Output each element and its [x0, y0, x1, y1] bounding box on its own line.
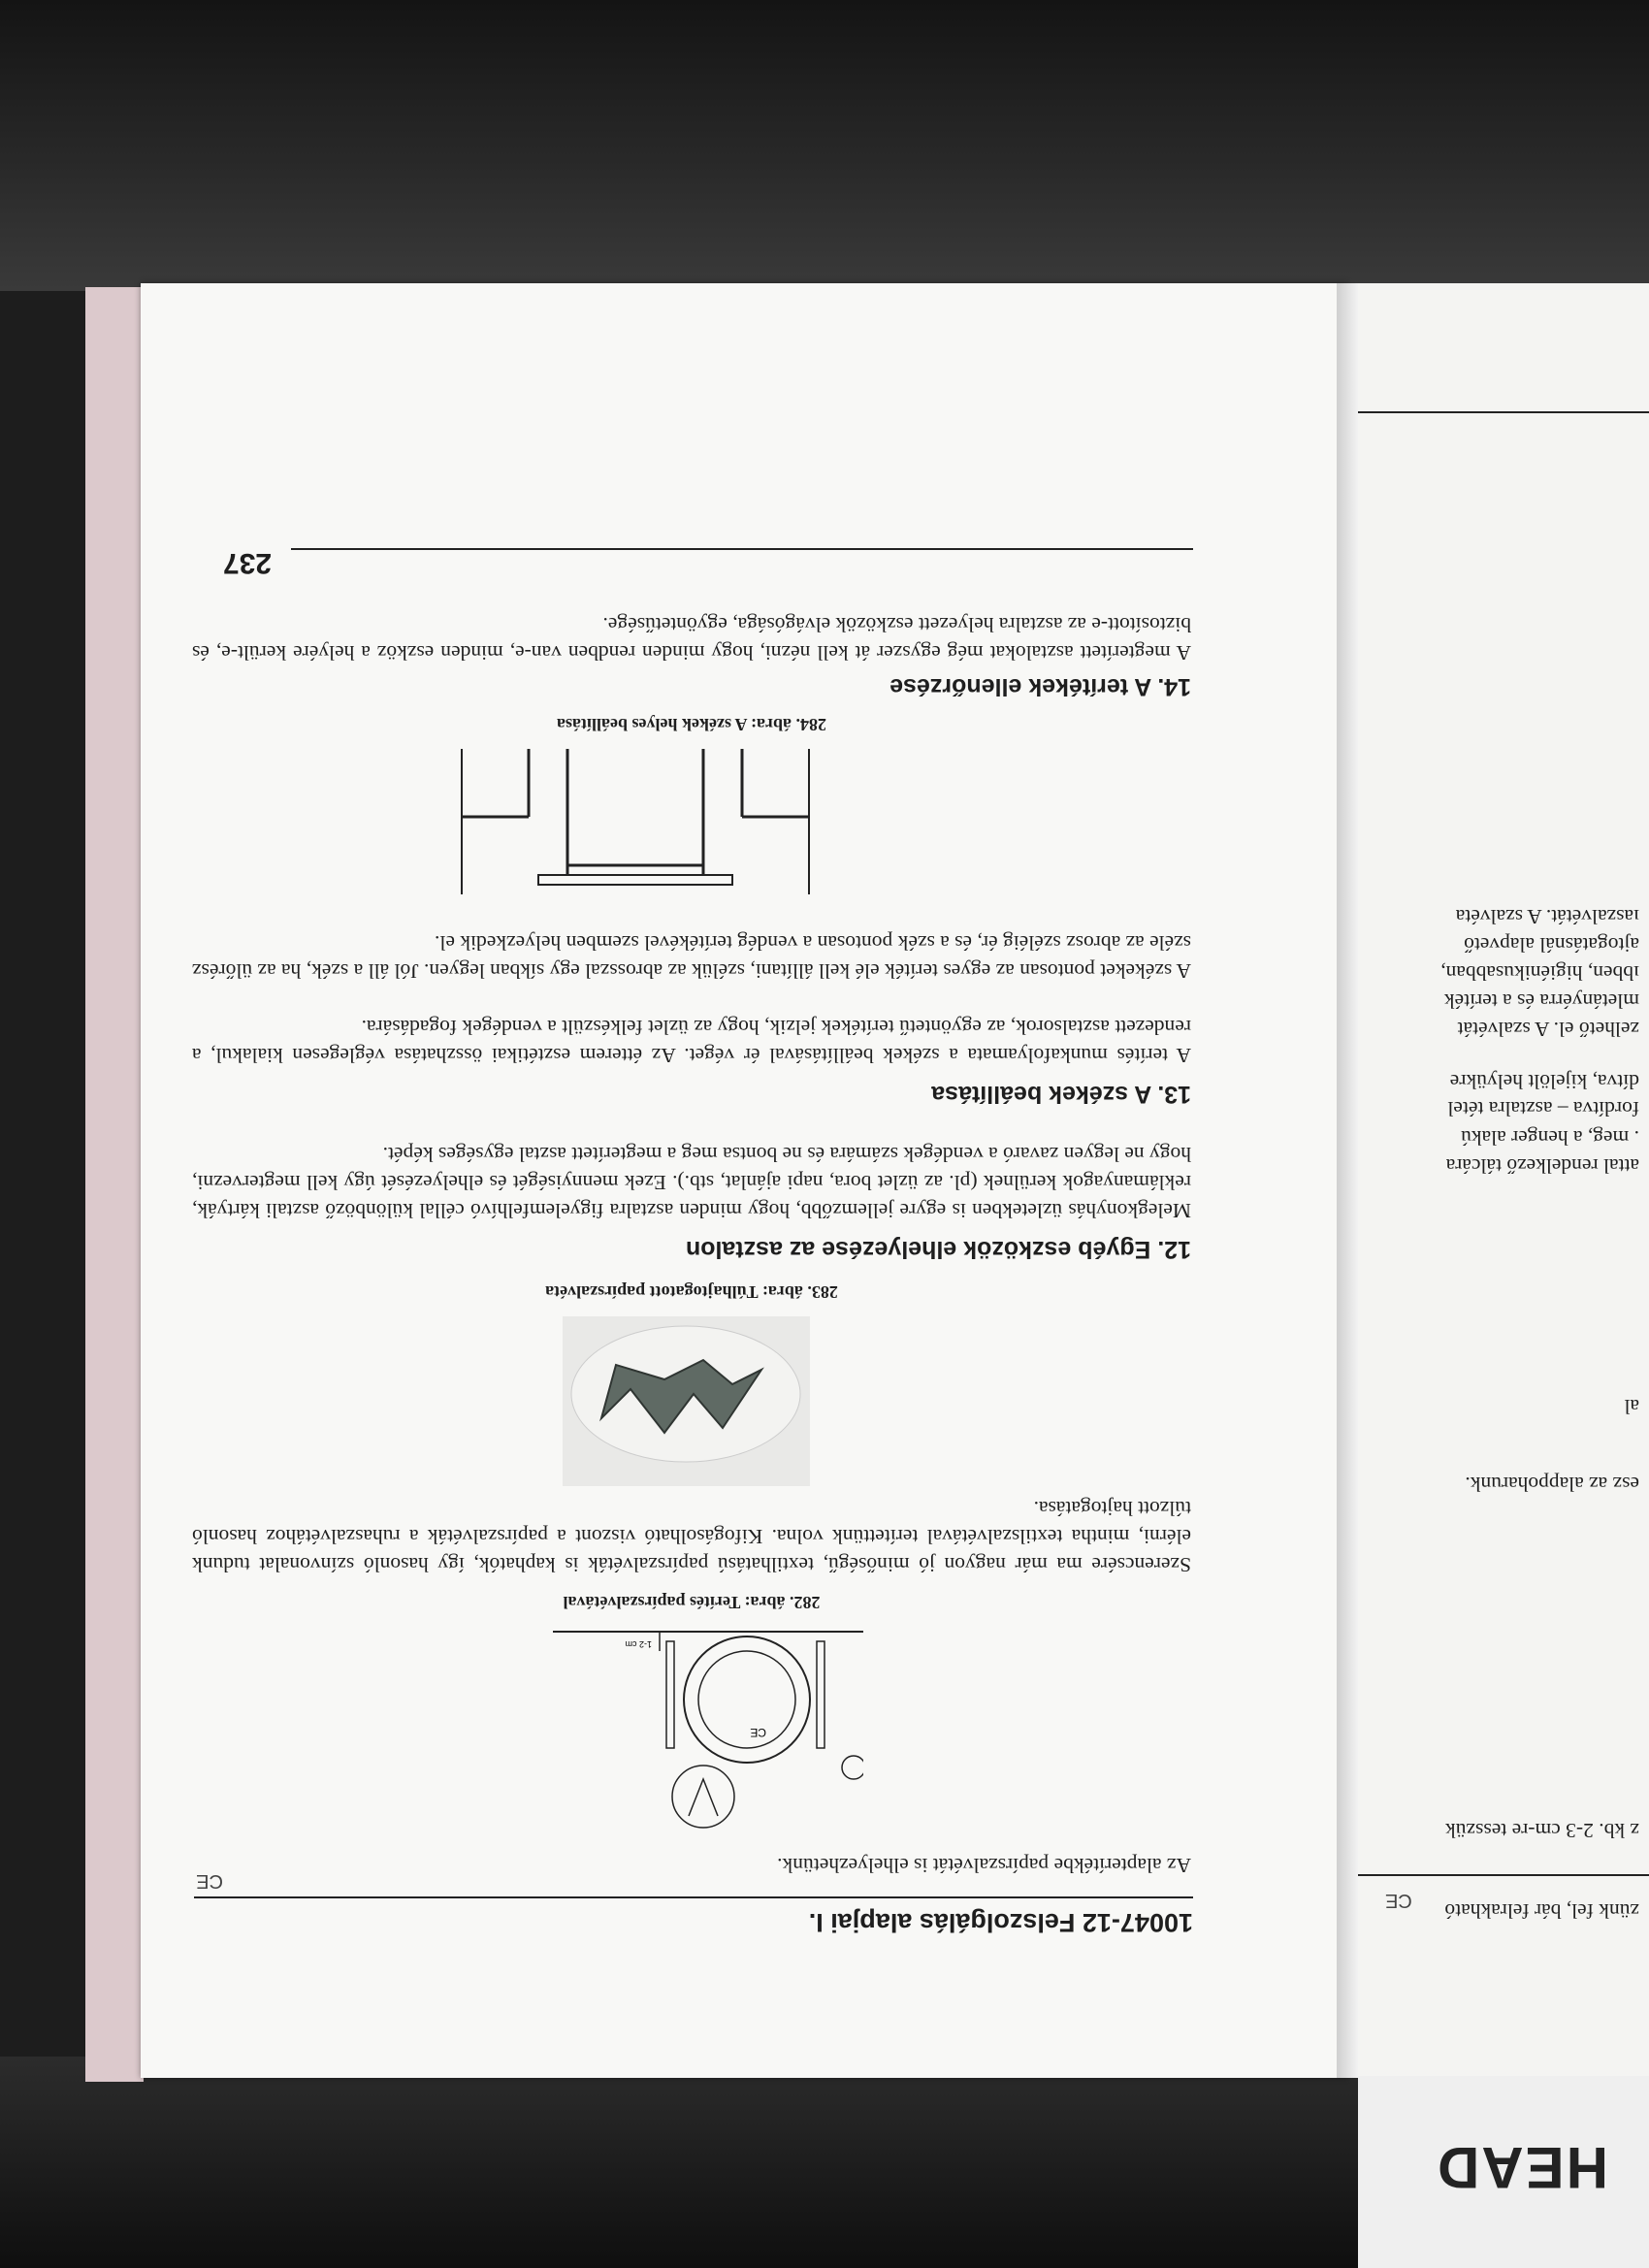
right-page-line: attal rendelkező tálcára — [1445, 1154, 1639, 1178]
figure-284-caption: 284. ábra: A székek helyes beállítása — [557, 715, 826, 734]
right-page-line: ıbben, higiénikusabban, — [1440, 961, 1639, 985]
bread-plate — [842, 1756, 863, 1779]
right-page-footer-rule — [1358, 411, 1649, 413]
heading-14: 14. A terítékek ellenőrzése — [889, 673, 1191, 700]
right-page-line: . meg, a henger alakú — [1461, 1126, 1639, 1150]
right-page-ce-mark: CE — [1385, 1890, 1412, 1911]
plate-mark: CE — [750, 1726, 766, 1739]
figure-284-chairs-diagram — [461, 739, 810, 904]
sticker-text: HEAD — [1436, 2135, 1609, 2200]
knife-shape — [817, 1641, 824, 1748]
heading-12: 12. Egyéb eszközök elhelyezése az asztalon — [685, 1236, 1191, 1263]
plate-inner — [698, 1651, 795, 1748]
figure-282-place-setting — [553, 1622, 863, 1835]
book-edge — [85, 287, 144, 2082]
fork-shape — [666, 1641, 674, 1748]
napkin-plate — [672, 1766, 734, 1828]
page-number: 237 — [222, 547, 272, 579]
paragraph-paper-napkins: Szerencsére ma már nagyon jó minőségű, textilhatású papírszalvéták is kaphatók, így hasonló színvonalat tudunk elérni, mintha textilszalvétával terítettünk volna. Kifogásolható viszont a papírszalvéták a ruhaszalvétához hasonló túlzott hajtogatása. — [192, 1497, 1191, 1576]
paragraph-chair-position: A székeket pontosan az egyes teríték elé kell állítani, szélük az abrosszal egy síkban legyen. Jól áll a szék, ha az ülőrész széle az abrosz széléig ér, és a szék pontosan a vendég terítékével szemben helyezkedik el. — [192, 931, 1191, 983]
intro-paragraph: Az alapterítékbe papírszalvétát is elhelyezhetünk. — [777, 1854, 1191, 1877]
paragraph-table-items: Melegkonyhás üzletekben is egyre jellemzőbb, hogy minden asztalra figyelemfelhívó céllal különböző asztali kártyák, reklámanyagok kerülnek (pl. az üzlet bora, napi ajánlat, stb.). Ezek mennyiségét és elhelyezését úgy kell megtervezni, hogy ne legyen zavaró a vendégek számára és ne bontsa meg a megterített asztal egységes képét. — [192, 1143, 1191, 1222]
figure-283-photo — [563, 1316, 810, 1486]
right-page-line: zelhető el. A szalvétát — [1457, 1018, 1639, 1041]
book-page-left — [141, 283, 1348, 2078]
right-page-line: esz az alappoharunk. — [1465, 1473, 1639, 1496]
right-page-header-rule — [1358, 1874, 1649, 1876]
right-page-line: ajtogatásnál alapvető — [1464, 933, 1639, 956]
right-page-line: ıaszalvétát. A szalvéta — [1455, 905, 1639, 928]
scanner-label-sticker — [1358, 2076, 1649, 2268]
folded-napkin-image — [563, 1316, 810, 1486]
right-page-line: z kb. 2-3 cm-re tesszük — [1445, 1819, 1639, 1842]
right-page-line: mletányérra és a teríték — [1443, 989, 1639, 1013]
right-page-line: dítva, kijelölt helyükre — [1449, 1070, 1639, 1093]
plate-outer — [684, 1636, 810, 1763]
right-page-line: zünk fel, bár felrakható — [1444, 1899, 1639, 1923]
page-header-title: 10047-12 Felszolgálás alapjai I. — [808, 1908, 1193, 1937]
right-page-line: al — [1624, 1395, 1639, 1418]
paragraph-chair-setting-intro: A terítés munkafolyamata a székek beállításával ér véget. Az étterem esztétikai összhatása véglegesen kialakul, a rendezett asztalsorok, az egyöntetű terítékek jelzik, hogy az üzlet felkészült a vendégek fogadására. — [192, 1016, 1191, 1067]
header-rule — [194, 1896, 1193, 1898]
ce-mark: CE — [196, 1870, 223, 1892]
page-content-rotated — [141, 283, 1348, 2078]
book-gutter — [1337, 283, 1358, 2078]
figure-282-caption: 282. ábra: Terítés papírszalvétával — [563, 1593, 821, 1612]
paragraph-check-settings: A megterített asztalokat még egyszer át kell nézni, hogy minden rendben van-e, minden eszköz a helyére került-e, és biztosított-e az asztalra helyezett eszközök elvágósága, egyöntetűsége. — [192, 613, 1191, 664]
heading-13: 13. A székek beállítása — [931, 1081, 1191, 1108]
figure-283-caption: 283. ábra: Túlhajtogatott papírszalvéta — [545, 1282, 838, 1302]
napkin-fold — [689, 1779, 718, 1816]
dimension-label: 1-2 cm — [625, 1639, 652, 1649]
scanner-background-top — [0, 0, 1649, 291]
right-page-line: fordítva – asztalra tétel — [1447, 1097, 1639, 1120]
footer-rule — [291, 548, 1193, 550]
book-page-right — [1358, 283, 1649, 2078]
